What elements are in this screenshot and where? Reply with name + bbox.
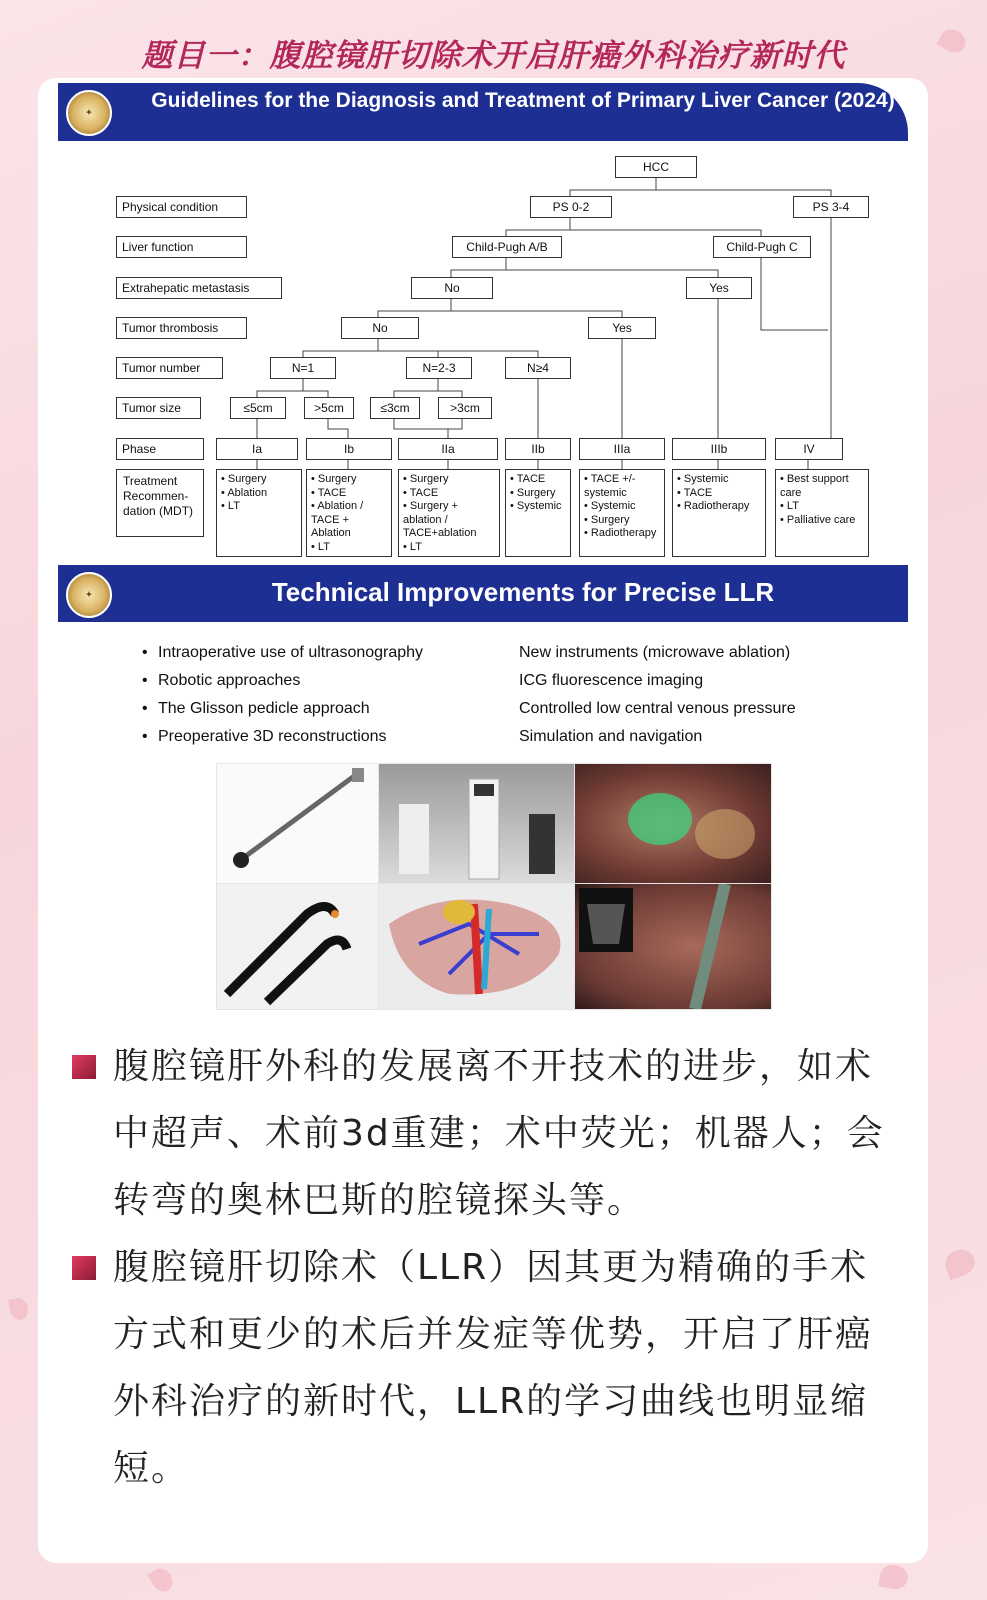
node-size-gt3: >3cm [438, 397, 492, 419]
node-number-4-plus: N≥4 [505, 357, 571, 379]
bullet-square-icon [72, 1256, 96, 1280]
slide [58, 83, 908, 1028]
robotic-system-image [378, 763, 576, 885]
technique-item: • The Glisson pedicle approach [158, 695, 423, 723]
row-label-liver-function: Liver function [116, 236, 247, 258]
university-seal-icon: ✦ [66, 572, 112, 618]
phase-iiib: IIIb [672, 438, 766, 460]
node-metastasis-yes: Yes [686, 277, 752, 299]
phase-iib: IIb [505, 438, 571, 460]
phase-ib: Ib [306, 438, 392, 460]
treatment-iv: • Best support care • LT • Palliative care [775, 469, 869, 557]
note-paragraph-1: 腹腔镜肝外科的发展离不开技术的进步，如术中超声、术前3d重建；术中荧光；机器人；会转弯的奥林巴斯的腔镜探头等。 [113, 1046, 885, 1221]
node-ps-0-2: PS 0-2 [530, 196, 612, 218]
techniques-banner [58, 565, 908, 622]
node-thrombosis-yes: Yes [588, 317, 656, 339]
phase-iiia: IIIa [579, 438, 665, 460]
university-seal-icon: ✦ [66, 90, 112, 136]
technique-list-left [158, 639, 423, 751]
technique-list-right [519, 639, 796, 751]
phase-iv: IV [775, 438, 843, 460]
row-label-treatment: Treatment Recommen-dation (MDT) [116, 469, 204, 537]
node-size-le5: ≤5cm [230, 397, 286, 419]
petal-decoration [8, 1297, 30, 1322]
technique-item: New instruments (microwave ablation) [519, 644, 791, 661]
content-card [38, 78, 928, 1563]
ultrasound-probe-image [216, 763, 380, 885]
petal-decoration [147, 1565, 176, 1596]
technique-item: • Robotic approaches [158, 667, 423, 695]
treatment-iiia: • TACE +/- systemic • Systemic • Surgery • Radiotherapy [579, 469, 665, 557]
row-label-phase: Phase [116, 438, 204, 460]
node-size-gt5: >5cm [304, 397, 354, 419]
petal-decoration [878, 1563, 910, 1591]
flexible-laparoscope-image [216, 883, 380, 1010]
row-label-extrahepatic-metastasis: Extrahepatic metastasis [116, 277, 282, 299]
3d-reconstruction-image [378, 883, 576, 1010]
technique-item: Simulation and navigation [519, 728, 703, 745]
guidelines-banner [58, 83, 908, 141]
node-number-2-3: N=2-3 [406, 357, 472, 379]
phase-iia: IIa [398, 438, 498, 460]
node-hcc: HCC [615, 156, 697, 178]
node-number-1: N=1 [270, 357, 336, 379]
phase-ia: Ia [216, 438, 298, 460]
bullet-square-icon [72, 1055, 96, 1079]
techniques-title: Technical Improvements for Precise LLR [271, 577, 775, 607]
node-metastasis-no: No [411, 277, 493, 299]
treatment-iiib: • Systemic • TACE • Radiotherapy [672, 469, 766, 557]
icg-fluorescence-image [574, 763, 772, 885]
treatment-ib: • Surgery • TACE • Ablation / TACE + Ablation • LT [306, 469, 392, 557]
technique-item: ICG fluorescence imaging [519, 672, 704, 689]
node-child-pugh-c: Child-Pugh C [713, 236, 811, 258]
treatment-ia: • Surgery • Ablation • LT [216, 469, 302, 557]
treatment-iia: • Surgery • TACE • Surgery + ablation / TACE+ablation • LT [398, 469, 500, 557]
technique-item: • Preoperative 3D reconstructions [158, 723, 423, 751]
note-paragraph-2: 腹腔镜肝切除术（LLR）因其更为精确的手术方式和更少的术后并发症等优势，开启了肝癌外科治疗的新时代，LLR的学习曲线也明显缩短。 [113, 1247, 874, 1489]
row-label-tumor-number: Tumor number [116, 357, 223, 379]
technique-item: • Intraoperative use of ultrasonography [158, 639, 423, 667]
guidelines-title: Guidelines for the Diagnosis and Treatment of Primary Liver Cancer (2024) [151, 89, 895, 112]
petal-decoration [941, 1246, 978, 1281]
laparoscopic-ultrasound-image [574, 883, 772, 1010]
node-thrombosis-no: No [341, 317, 419, 339]
node-child-pugh-ab: Child-Pugh A/B [452, 236, 562, 258]
technique-item: Controlled low central venous pressure [519, 700, 796, 717]
treatment-iib: • TACE • Surgery • Systemic [505, 469, 571, 557]
row-label-tumor-thrombosis: Tumor thrombosis [116, 317, 247, 339]
node-ps-3-4: PS 3-4 [793, 196, 869, 218]
row-label-tumor-size: Tumor size [116, 397, 201, 419]
page-title: 题目一：腹腔镜肝切除术开启肝癌外科治疗新时代 [141, 38, 846, 74]
node-size-le3: ≤3cm [370, 397, 420, 419]
row-label-physical-condition: Physical condition [116, 196, 247, 218]
